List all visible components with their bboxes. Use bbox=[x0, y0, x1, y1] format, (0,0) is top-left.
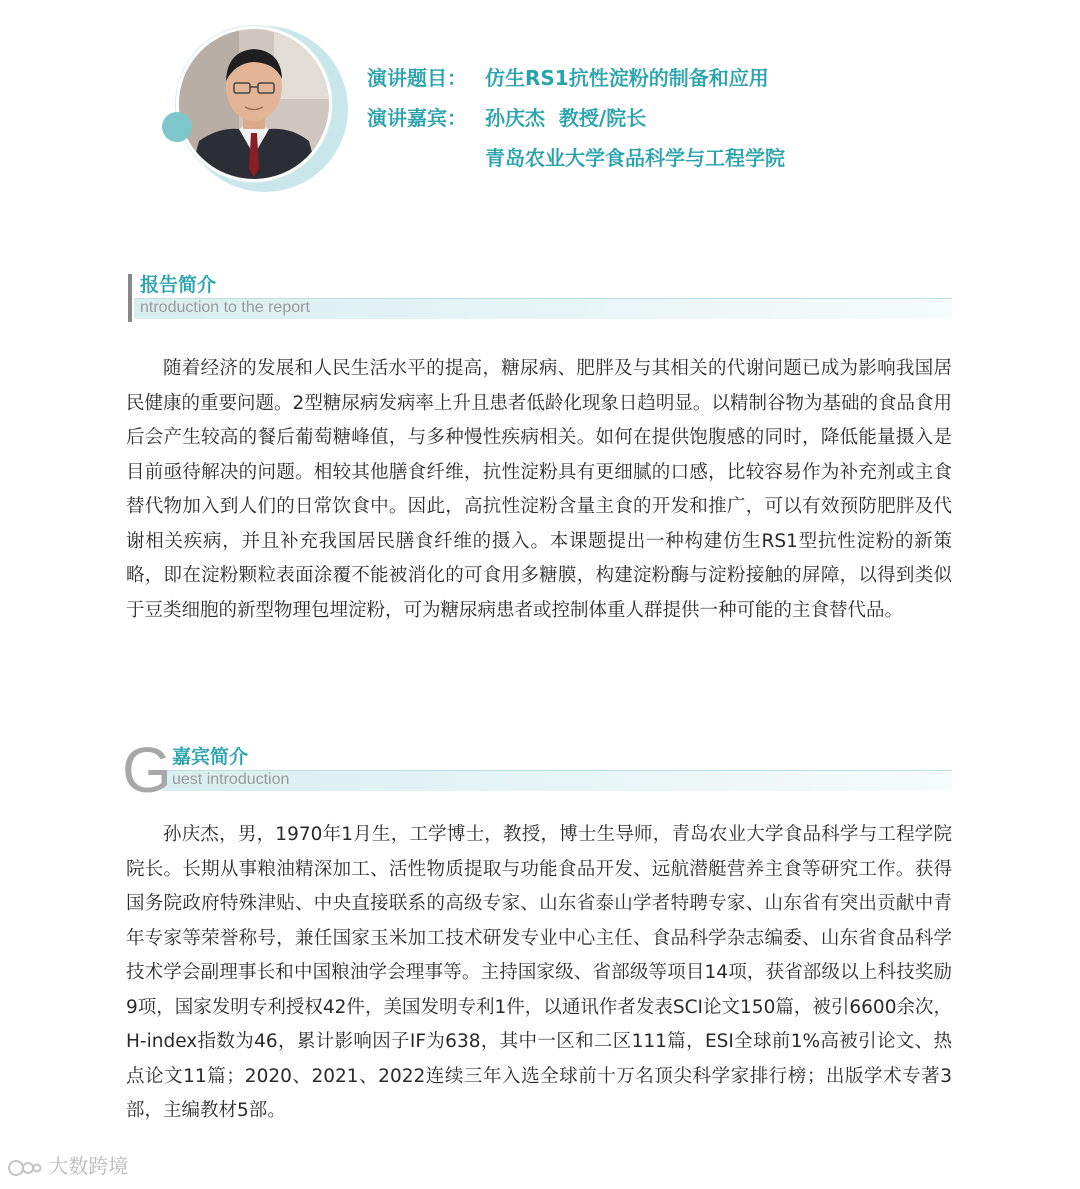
guest-section-subtitle: uest introduction bbox=[172, 771, 290, 788]
guest-section-title: 嘉宾简介 bbox=[172, 746, 249, 768]
accent-dot bbox=[162, 112, 192, 142]
watermark-logo-icon bbox=[8, 1157, 42, 1179]
speaker-line bbox=[367, 98, 785, 138]
guest-big-letter: G bbox=[122, 734, 172, 806]
topic-line bbox=[367, 58, 785, 98]
affiliation: 青岛农业大学食品科学与工程学院 bbox=[485, 146, 785, 170]
talk-info bbox=[367, 58, 785, 178]
guest-section-header bbox=[122, 734, 952, 806]
affiliation-line bbox=[367, 138, 785, 178]
speaker-photo bbox=[176, 26, 332, 182]
topic-label: 演讲题目： bbox=[367, 66, 467, 90]
watermark bbox=[8, 1150, 128, 1179]
guest-paragraph: 孙庆杰，男，1970年1月生，工学博士，教授，博士生导师，青岛农业大学食品科学与工程学院院长。长期从事粮油精深加工、活性物质提取与功能食品开发、远航潜艇营养主食等研究工作。获得国务院政府特殊津贴、中央直接联系的高级专家、山东省泰山学者特聘专家、山东省有突出贡献中青年专家等荣誉称号，兼任国家玉米加工技术研发专业中心主任、食品科学杂志编委、山东省食品科学技术学会副理事长和中国粮油学会理事等。主持国家级、省部级等项目14项，获省部级以上科技奖励9项，国家发明专利授权42件，美国发明专利1件，以通讯作者发表SCI论文150篇，被引6600余次，H-index指数为46，累计影响因子IF为638，其中一区和二区111篇，ESI全球前1%高被引论文、热点论文11篇；2020、2021、2022连续三年入选全球前十万名顶尖科学家排行榜；出版学术专著3部，主编教材5部。 bbox=[126, 824, 952, 1121]
topic-title: 仿生RS1抗性淀粉的制备和应用 bbox=[485, 66, 769, 90]
report-paragraph: 随着经济的发展和人民生活水平的提高，糖尿病、肥胖及与其相关的代谢问题已成为影响我国居民健康的重要问题。2型糖尿病发病率上升且患者低龄化现象日趋明显。以精制谷物为基础的食品食用后会产生较高的餐后葡萄糖峰值，与多种慢性疾病相关。如何在提供饱腹感的同时，降低能量摄入是目前亟待解决的问题。相较其他膳食纤维，抗性淀粉具有更细腻的口感，比较容易作为补充剂或主食替代物加入到人们的日常饮食中。因此，高抗性淀粉含量主食的开发和推广，可以有效预防肥胖及代谢相关疾病，并且补充我国居民膳食纤维的摄入。本课题提出一种构建仿生RS1型抗性淀粉的新策略，即在淀粉颗粒表面涂覆不能被消化的可食用多糖膜，构建淀粉酶与淀粉接触的屏障，以得到类似于豆类细胞的新型物理包埋淀粉，可为糖尿病患者或控制体重人群提供一种可能的主食替代品。 bbox=[126, 358, 952, 621]
watermark-text: 大数跨境 bbox=[48, 1154, 129, 1178]
speaker-label: 演讲嘉宾： bbox=[367, 106, 467, 130]
header-bar bbox=[128, 274, 132, 322]
speaker-portrait-group bbox=[160, 12, 350, 202]
report-section-subtitle: ntroduction to the report bbox=[140, 299, 310, 316]
speaker-name: 孙庆杰 教授/院长 bbox=[485, 106, 647, 130]
report-section-header bbox=[122, 270, 952, 326]
report-section-title: 报告简介 bbox=[140, 274, 217, 296]
